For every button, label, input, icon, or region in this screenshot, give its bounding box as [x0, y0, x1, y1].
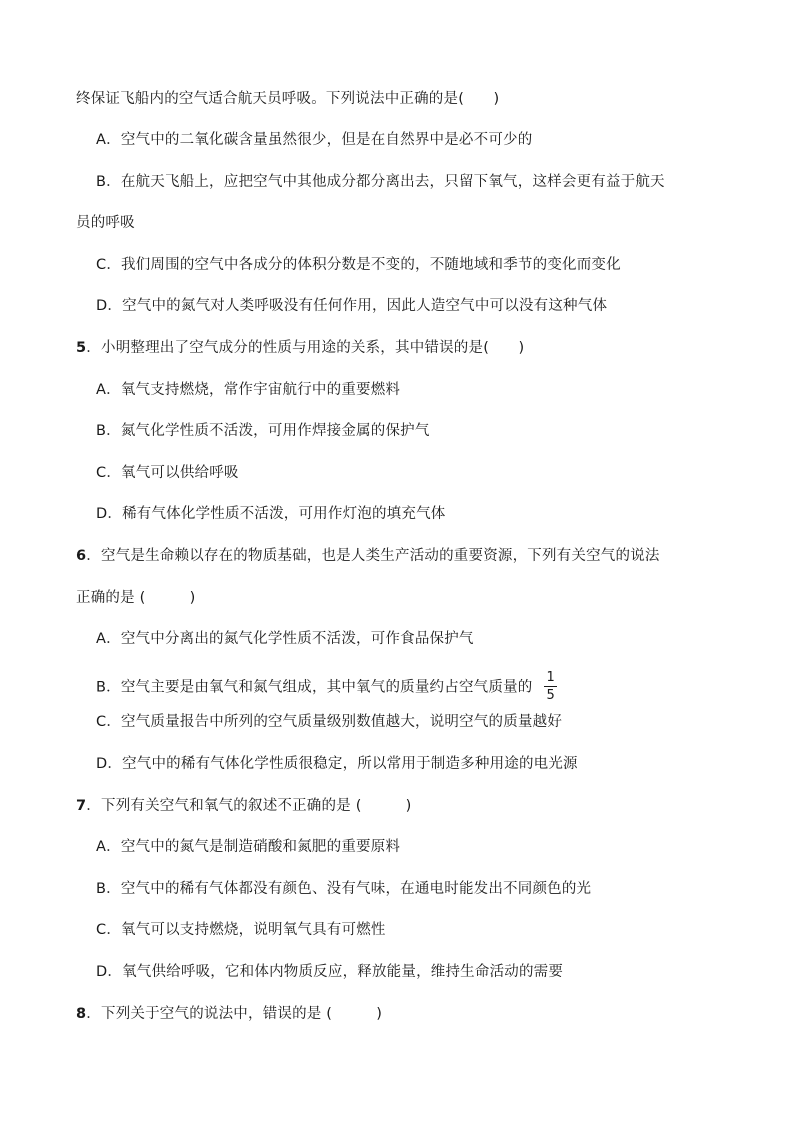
question-6-text: ．空气是生命赖以存在的物质基础，也是人类生产活动的重要资源，下列有关空气的说法: [86, 548, 660, 564]
question-5-option-a: A．氧气支持燃烧，常作宇宙航行中的重要燃料: [96, 382, 401, 398]
question-6-option-a: A．空气中分离出的氮气化学性质不活泼，可作食品保护气: [96, 631, 474, 647]
question-7-option-a: A．空气中的氮气是制造硝酸和氮肥的重要原料: [96, 839, 401, 855]
question-5-option-c: C．氧气可以供给呼吸: [96, 465, 239, 481]
question-4-option-a: A．空气中的二氧化碳含量虽然很少，但是在自然界中是必不可少的: [96, 132, 533, 148]
question-8-number: 8: [76, 1006, 87, 1022]
question-6-option-d: D．空气中的稀有气体化学性质很稳定，所以常用于制造多种用途的电光源: [96, 756, 578, 772]
question-7-stem: [76, 796, 412, 816]
question-4-option-d: D．空气中的氮气对人类呼吸没有任何作用，因此人造空气中可以没有这种气体: [96, 298, 608, 314]
fraction-one-fifth: [544, 670, 556, 703]
question-4-option-c: C．我们周围的空气中各成分的体积分数是不变的，不随地域和季节的变化而变化: [96, 257, 621, 273]
fraction-denominator: 5: [546, 688, 555, 703]
question-8-stem: [76, 1004, 382, 1024]
question-4-stem-continuation: 终保证飞船内的空气适合航天员呼吸。下列说法中正确的是( ): [76, 91, 500, 107]
question-6-option-b: [96, 671, 557, 704]
question-5-number: 5: [76, 340, 87, 356]
question-7-text: ．下列有关空气和氧气的叙述不正确的是 ( ): [86, 798, 412, 814]
question-5-option-b: B．氮气化学性质不活泼，可用作焊接金属的保护气: [96, 423, 430, 439]
question-4-option-b: B．在航天飞船上，应把空气中其他成分都分离出去，只留下氧气，这样会更有益于航天: [96, 174, 665, 190]
question-7-option-d: D．氧气供给呼吸，它和体内物质反应，释放能量，维持生命活动的需要: [96, 964, 564, 980]
question-5-stem: [76, 338, 524, 358]
question-6-stem-line-1: [76, 546, 660, 566]
question-6-stem-line-2: 正确的是 ( ): [76, 590, 196, 606]
question-6-number: 6: [76, 548, 87, 564]
question-6-option-c: C．空气质量报告中所列的空气质量级别数值越大，说明空气的质量越好: [96, 714, 563, 730]
question-5-text: ．小明整理出了空气成分的性质与用途的关系，其中错误的是( ): [86, 340, 525, 356]
question-7-option-b: B．空气中的稀有气体都没有颜色、没有气味，在通电时能发出不同颜色的光: [96, 881, 592, 897]
question-4-option-b-wrap: 员的呼吸: [76, 215, 135, 231]
question-8-text: ．下列关于空气的说法中，错误的是 ( ): [86, 1006, 383, 1022]
question-7-number: 7: [76, 798, 87, 814]
fraction-numerator: 1: [546, 670, 555, 685]
question-5-option-d: D．稀有气体化学性质不活泼，可用作灯泡的填充气体: [96, 506, 446, 522]
question-7-option-c: C．氧气可以支持燃烧，说明氧气具有可燃性: [96, 922, 386, 938]
fraction-bar: [544, 686, 556, 687]
question-6-option-b-text: B．空气主要是由氧气和氮气组成，其中氧气的质量约占空气质量的: [96, 679, 533, 696]
